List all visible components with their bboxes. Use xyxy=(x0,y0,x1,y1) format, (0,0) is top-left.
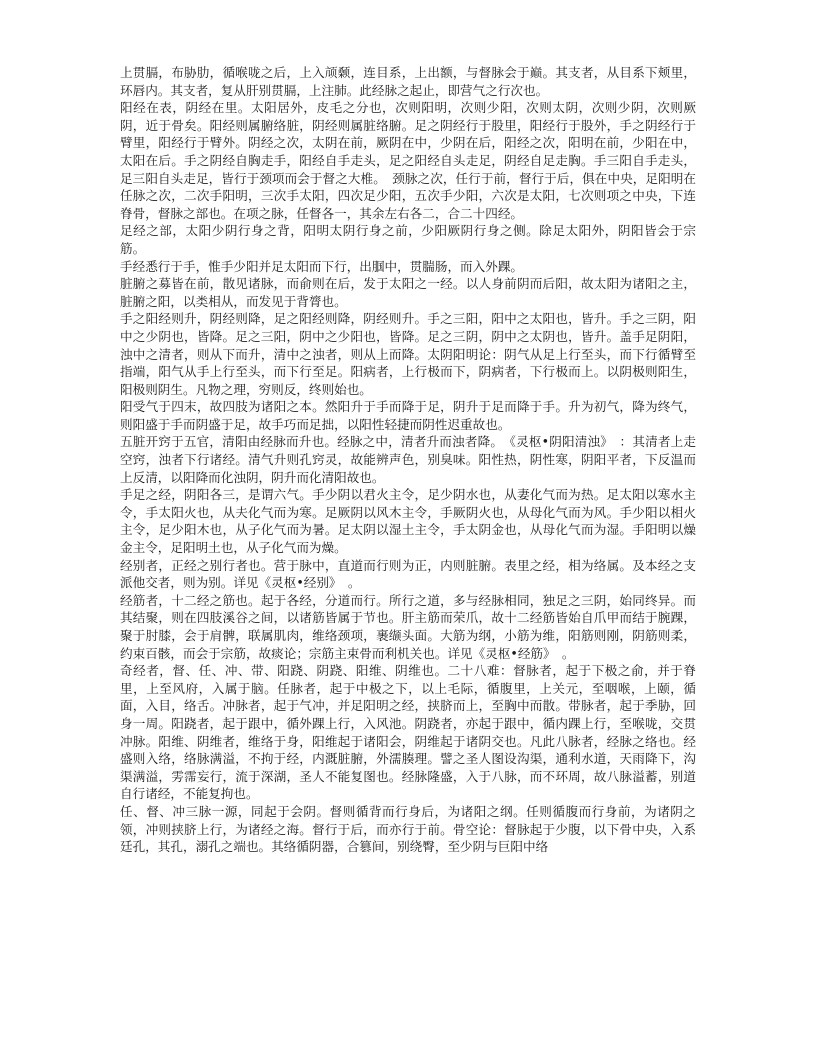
paragraph: 奇经者，督、任、冲、带、阳跷、阴跷、阳维、阴维也。二十八难：督脉者，起于下极之俞，并于脊里，上至风府，入属于脑。任脉者，起于中极之下，以上毛际，循腹里，上关元，至咽喉，上颐，循面，入目，络舌。冲脉者，起于气冲，并足阳明之经，挟脐而上，至胸中而散。带脉者，起于季胁，回身一周。阳跷者，起于跟中，循外踝上行，入风池。阴跷者，亦起于跟中，循内踝上行，至喉咙，交贯冲脉。阳维、阴维者，维络于身，阳维起于诸阳会，阴维起于诸阴交也。凡此八脉者，经脉之络也。经盛则入络，络脉满溢，不拘于经，内溉脏腑，外濡腠理。譬之圣人图设沟渠，通利水道，天雨降下，沟渠满溢，雱霈妄行，流于深湖，圣人不能复图也。经脉隆盛，入于八脉，而不环周，故八脉溢蓄，别道自行诸经，不能复拘也。 xyxy=(120,663,696,802)
paragraph: 手足之经，阴阳各三，是谓六气。手少阴以君火主令，足少阴水也，从妻化气而为热。足太阳以寒水主令，手太阳火也，从夫化气而为寒。足厥阴以风木主令，手厥阴火也，从母化气而为风。手少阳以相火主令，足少阳木也，从子化气而为暑。足太阴以湿土主令，手太阴金也，从母化气而为湿。手阳明以燥金主令，足阳明土也，从子化气而为燥。 xyxy=(120,487,696,556)
paragraph: 手之阳经则升，阴经则降，足之阳经则降，阴经则升。手之三阳，阳中之太阳也，皆升。手之三阴，阳中之少阴也，皆降。足之三阳，阴中之少阳也，皆降。足之三阴，阴中之太阴也，皆升。盖手足阴阳，浊中之清者，则从下而升，清中之浊者，则从上而降。太阴阳明论：阴气从足上行至头，而下行循臂至指端，阳气从手上行至头，而下行至足。阳病者，上行极而下，阴病者，下行极而上。以阴极则阳生，阳极则阴生。凡物之理，穷则反，终则始也。 xyxy=(120,311,696,397)
paragraph: 足经之部，太阳少阴行身之背，阳明太阴行身之前，少阳厥阴行身之侧。除足太阳外，阴阳皆会于宗筋。 xyxy=(120,223,696,256)
paragraph: 经筋者，十二经之筋也。起于各经，分道而行。所行之道，多与经脉相同，独足之三阴，始同终异。而其结聚，则在四肢溪谷之间，以诸筋皆属于节也。肝主筋而荣爪，故十二经筋皆始自爪甲而结于腕踝，聚于肘膝，会于肩髀，联属肌肉，维络颈项，裹缬头面。大筋为纲，小筋为维，阳筋则刚，阴筋则柔，约束百骸，而会于宗筋，故痰论；宗筋主束骨而利机关也。详见《灵枢•经筋》 。 xyxy=(120,592,696,661)
paragraph: 阳经在表，阴经在里。太阳居外，皮毛之分也，次则阳明，次则少阳，次则太阴，次则少阴，次则厥阴，近于骨矣。阳经则属腑络脏，阴经则属脏络腑。足之阴经行于股里，阳经行于股外，手之阴经行于臂里，阳经行于臂外。阴经之次，太阴在前，厥阴在中，少阴在后，阳经之次，阳明在前，少阳在中，太阳在后。手之阴经自胸走手，阳经自手走头，足之阳经自头走足，阴经自足走胸。手三阳自手走头，足三阳自头走足，皆行于颈项而会于督之大椎。 颈脉之次，任行于前，督行于后，俱在中央，足阳明在任脉之次，二次手阳明，三次手太阳，四次足少阳，五次手少阳，六次是太阳，七次则项之中央，下连脊骨，督脉之部也。在项之脉，任督各一，其余左右各二，合二十四经。 xyxy=(120,100,696,221)
paragraph: 阳受气于四末，故四肢为诸阳之本。然阳升于手而降于足，阴升于足而降于手。升为初气，降为终气，则阳盛于手而阴盛于足，故手巧而足拙，以阳性轻捷而阴性迟重故也。 xyxy=(120,399,696,432)
paragraph: 上贯膈，布胁肋，循喉咙之后，上入颃颡，连目系，上出额，与督脉会于巅。其支者，从目系下颊里，环唇内。其支者，复从肝别贯膈，上注肺。此经脉之起止，即营气之行次也。 xyxy=(120,65,696,98)
paragraph: 经别者，正经之别行者也。营于脉中，直道而行则为正，内则脏腑。表里之经，相为络属。及本经之支派他交者，则为别。详见《灵枢•经别》 。 xyxy=(120,557,696,591)
paragraph: 任、督、冲三脉一源，同起于会阴。督则循背而行身后，为诸阳之纲。任则循腹而行身前，为诸阴之领，冲则挟脐上行，为诸经之海。督行于后，而亦行于前。骨空论：督脉起于少腹，以下骨中央，入系廷孔，其孔，溺孔之端也。其络循阴器，合篡间，别绕臀，至少阴与巨阳中络 xyxy=(120,803,696,855)
paragraph: 脏腑之募皆在前，散见诸脉，而俞则在后，发于太阳之一经。以人身前阴而后阳，故太阳为诸阳之主，脏腑之阳，以类相从，而发见于背膂也。 xyxy=(120,276,696,309)
paragraph: 五脏开窍于五官，清阳由经脉而升也。经脉之中，清者升而浊者降。 《灵枢•阴阳清浊》 ：其清者上走空窍，浊者下行诸经。清气升则孔窍灵，故能辨声色，别臭味。阳性热，阴性寒，阴阳平者，下反温而上反清，以阳降而化浊阴，阴升而化清阳故也。 xyxy=(120,434,696,485)
paragraph: 手经悉行于手，惟手少阳并足太阳而下行，出腘中，贯腨肠，而入外踝。 xyxy=(120,258,523,274)
